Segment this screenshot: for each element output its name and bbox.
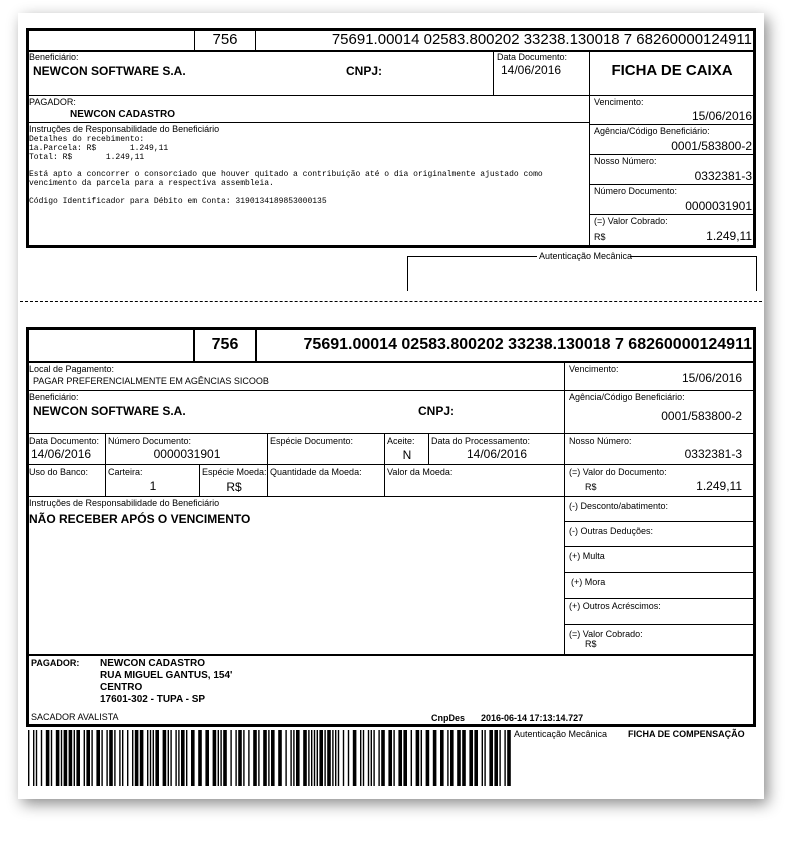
slip-outras-deducoes-label: (-) Outras Deduções: bbox=[569, 526, 654, 536]
slip-agencia-value: 0001/583800-2 bbox=[661, 409, 742, 423]
slip-vencimento-label: Vencimento: bbox=[569, 364, 619, 374]
receipt-pagador-value: NEWCON CADASTRO bbox=[70, 109, 175, 120]
slip-pagador-label: PAGADOR: bbox=[31, 658, 80, 668]
slip-cnpj-label: CNPJ: bbox=[418, 404, 455, 418]
slip-outros-acrescimos-label: (+) Outros Acréscimos: bbox=[569, 601, 661, 611]
receipt-instrucoes-label: Instruções de Responsabilidade do Beneficiário bbox=[29, 124, 220, 134]
receipt-instr-line-1: Detalhes do recebimento: bbox=[29, 135, 145, 144]
receipt-beneficiario-label: Beneficiário: bbox=[29, 52, 79, 62]
receipt-numero-documento-label: Número Documento: bbox=[594, 186, 678, 196]
receipt-cnpj-label: CNPJ: bbox=[346, 64, 383, 78]
slip-valor-documento-value: 1.249,11 bbox=[696, 479, 742, 493]
slip-data-processamento-value: 14/06/2016 bbox=[466, 447, 528, 461]
barcode bbox=[28, 730, 512, 786]
slip-aceite-label: Aceite: bbox=[387, 436, 415, 446]
receipt-instr-line-6: Código Identificador para Débito em Conta: 3190134189853000135 bbox=[29, 197, 327, 206]
slip-agencia-label: Agência/Código Beneficiário: bbox=[569, 392, 685, 402]
receipt-instr-line-2: 1a.Parcela: R$ 1.249,11 bbox=[29, 144, 169, 153]
slip-nosso-numero-value: 0332381-3 bbox=[684, 447, 742, 461]
slip-especie-moeda-label: Espécie Moeda: bbox=[202, 467, 267, 477]
slip-numero-documento-value: 0000031901 bbox=[153, 447, 221, 461]
slip-pagador-city: 17601-302 - TUPA - SP bbox=[100, 694, 206, 705]
receipt-digitable-line: 75691.00014 02583.800202 33238.130018 7 68260000124911 bbox=[331, 31, 752, 48]
receipt-data-documento-value: 14/06/2016 bbox=[501, 63, 562, 77]
receipt-vencimento-label: Vencimento: bbox=[594, 97, 644, 107]
slip-data-documento-value: 14/06/2016 bbox=[31, 447, 92, 461]
slip-carteira-label: Carteira: bbox=[108, 467, 143, 477]
receipt-agencia-label: Agência/Código Beneficiário: bbox=[594, 126, 710, 136]
slip-valor-documento-label: (=) Valor do Documento: bbox=[569, 467, 667, 477]
boleto-page bbox=[18, 13, 764, 799]
receipt-instr-line-4: Está apto a concorrer o consorciado que houver quitado a contribuição até o dia originalmente ajustado como bbox=[29, 170, 543, 179]
receipt-instr-line-5: vencimento da parcela para a respectiva assembleia. bbox=[29, 179, 274, 188]
receipt-pagador-label: PAGADOR: bbox=[29, 97, 76, 107]
slip-pagador-name: NEWCON CADASTRO bbox=[100, 658, 205, 669]
slip-quantidade-moeda-label: Quantidade da Moeda: bbox=[270, 467, 362, 477]
receipt-bank-code: 756 bbox=[212, 31, 238, 48]
slip-autenticacao-label: Autenticação Mecânica bbox=[514, 729, 608, 739]
slip-especie-documento-label: Espécie Documento: bbox=[270, 436, 354, 446]
receipt-vencimento-value: 15/06/2016 bbox=[691, 109, 752, 123]
slip-especie-moeda-value: R$ bbox=[226, 480, 242, 494]
slip-sacador-label: SACADOR AVALISTA bbox=[31, 712, 119, 722]
slip-cnpdes-value: 2016-06-14 17:13:14.727 bbox=[481, 713, 584, 723]
slip-valor-cobrado-label: (=) Valor Cobrado: bbox=[569, 629, 643, 639]
receipt-numero-documento-value: 0000031901 bbox=[685, 199, 752, 213]
slip-vencimento-value: 15/06/2016 bbox=[681, 371, 742, 385]
slip-instrucoes-label: Instruções de Responsabilidade do Beneficiário bbox=[29, 498, 220, 508]
receipt-nosso-numero-label: Nosso Número: bbox=[594, 156, 657, 166]
slip-aceite-value: N bbox=[402, 448, 412, 462]
slip-beneficiario-value: NEWCON SOFTWARE S.A. bbox=[33, 404, 186, 418]
receipt-beneficiario-value: NEWCON SOFTWARE S.A. bbox=[33, 64, 186, 78]
cut-line bbox=[20, 301, 762, 302]
slip-beneficiario-label: Beneficiário: bbox=[29, 392, 79, 402]
slip-digitable-line: 75691.00014 02583.800202 33238.130018 7 68260000124911 bbox=[303, 336, 752, 353]
slip-valor-moeda-label: Valor da Moeda: bbox=[387, 467, 453, 477]
slip-carteira-value: 1 bbox=[149, 479, 157, 493]
slip-ficha-compensacao: FICHA DE COMPENSAÇÃO bbox=[628, 729, 745, 739]
slip-nosso-numero-label: Nosso Número: bbox=[569, 436, 632, 446]
slip-data-documento-label: Data Documento: bbox=[29, 436, 100, 446]
receipt-valor-cobrado-label: (=) Valor Cobrado: bbox=[594, 216, 668, 226]
receipt-nosso-numero-value: 0332381-3 bbox=[694, 169, 752, 183]
receipt-data-documento-label: Data Documento: bbox=[497, 52, 568, 62]
slip-valor-cobrado-currency: R$ bbox=[585, 639, 597, 649]
slip-pagador-address: RUA MIGUEL GANTUS, 154' bbox=[100, 670, 233, 681]
receipt-autenticacao-label: Autenticação Mecânica bbox=[539, 251, 633, 261]
slip-instrucoes-value: NÃO RECEBER APÓS O VENCIMENTO bbox=[29, 512, 251, 526]
slip-cnpdes-label: CnpDes bbox=[431, 713, 466, 723]
receipt-ficha-caixa: FICHA DE CAIXA bbox=[611, 62, 733, 79]
slip-local-pagamento-value: PAGAR PREFERENCIALMENTE EM AGÊNCIAS SICOOB bbox=[33, 376, 269, 386]
slip-local-pagamento-label: Local de Pagamento: bbox=[29, 364, 115, 374]
slip-desconto-label: (-) Desconto/abatimento: bbox=[569, 501, 669, 511]
slip-mora-label: (+) Mora bbox=[571, 577, 606, 587]
receipt-instr-line-3: Total: R$ 1.249,11 bbox=[29, 153, 145, 162]
slip-numero-documento-label: Número Documento: bbox=[108, 436, 192, 446]
slip-bank-code: 756 bbox=[211, 336, 239, 353]
slip-multa-label: (+) Multa bbox=[569, 551, 605, 561]
slip-uso-banco-label: Uso do Banco: bbox=[29, 467, 89, 477]
receipt-valor-cobrado-value: 1.249,11 bbox=[706, 229, 752, 243]
slip-pagador-district: CENTRO bbox=[100, 682, 143, 693]
slip-valor-documento-currency: R$ bbox=[585, 482, 597, 492]
receipt-valor-cobrado-currency: R$ bbox=[594, 232, 606, 242]
slip-data-processamento-label: Data do Processamento: bbox=[431, 436, 531, 446]
receipt-agencia-value: 0001/583800-2 bbox=[671, 139, 752, 153]
